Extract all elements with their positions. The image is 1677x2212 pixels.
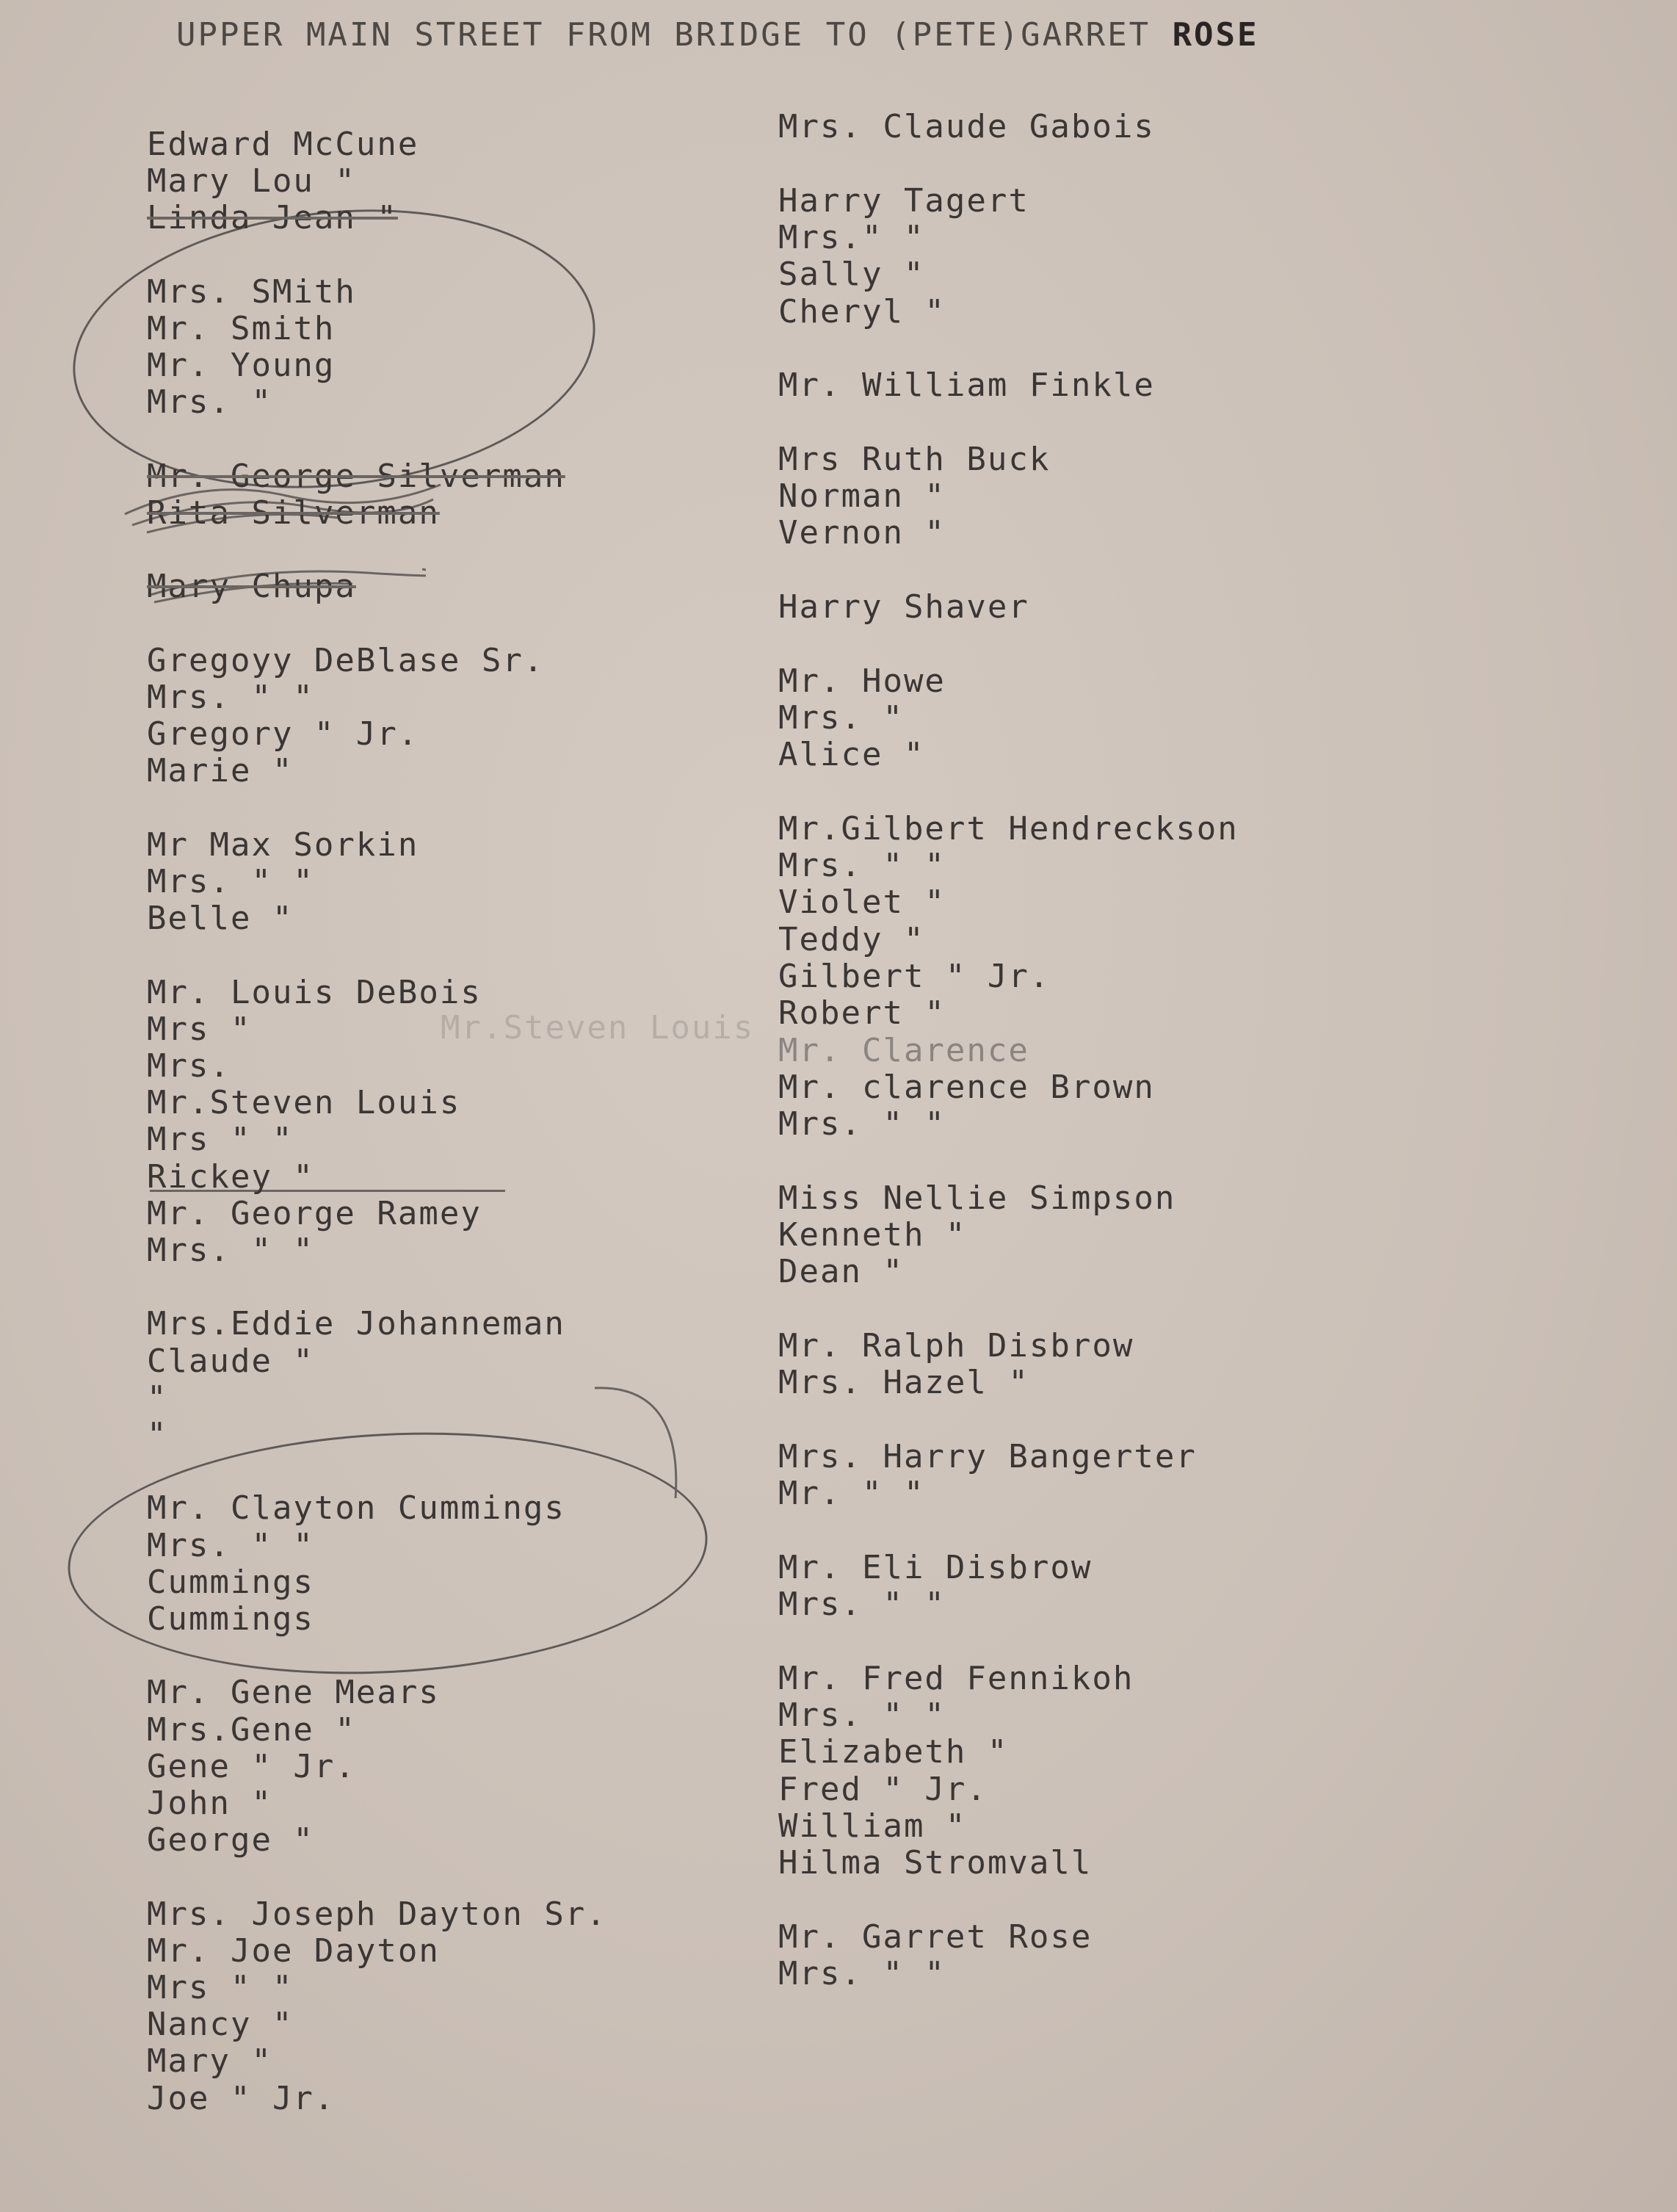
entry-line: Mr. Smith <box>147 310 336 347</box>
entry-line: Violet " <box>778 883 946 922</box>
entry-line: Vernon " <box>778 514 946 552</box>
entry-line: Mary Chupa <box>147 568 356 606</box>
entry-line: Mr. Louis DeBois <box>147 973 482 1011</box>
entry-line: Hilma Stromvall <box>778 1844 1093 1882</box>
page-title <box>176 16 1259 54</box>
entry-line: Mrs. " " <box>778 1696 946 1734</box>
entry-line: Mr. " " <box>778 1475 925 1513</box>
entry-line: Miss Nellie Simpson <box>778 1179 1176 1217</box>
entry-line: Mrs. " " <box>147 1526 314 1564</box>
entry-line: Mary Lou " <box>147 162 356 200</box>
entry-line: Mrs. Joseph Dayton Sr. <box>147 1895 607 1933</box>
entry-line: Harry Tagert <box>778 181 1029 220</box>
title-main-text: UPPER MAIN STREET FROM BRIDGE TO (PETE)GARRET <box>176 16 1173 54</box>
entry-line: Harry Shaver <box>778 588 1029 626</box>
entry-line: Elizabeth " <box>778 1733 1009 1771</box>
entry-line: Sally " <box>778 256 925 294</box>
entry-line: Mrs. " " <box>778 1955 946 1992</box>
entry-line: Mrs. " " <box>147 863 314 900</box>
entry-line: George " <box>147 1821 314 1859</box>
entry-line: Cummings <box>147 1563 314 1601</box>
entry-line: Mr. Clayton Cummings <box>147 1489 565 1528</box>
entry-line: Linda Jean " <box>147 199 398 237</box>
entry-line: Mrs. Claude Gabois <box>778 108 1155 145</box>
entry-line: Cheryl " <box>778 292 946 330</box>
entry-line: Mrs. " " <box>147 679 314 716</box>
entry-line: Mrs. " " <box>778 847 946 884</box>
entry-line: Mr.Gilbert Hendreckson <box>778 809 1239 847</box>
entry-line: Gilbert " Jr. <box>778 957 1051 995</box>
ghost-offset-text: Mr.Steven Louis <box>441 1009 755 1047</box>
entry-line: " <box>147 1378 168 1417</box>
entry-line: Gregoyy DeBlase Sr. <box>147 641 545 679</box>
entry-line: Joe " Jr. <box>147 2079 336 2117</box>
entry-line: Mr. Eli Disbrow <box>778 1548 1093 1586</box>
entry-line: Belle " <box>147 900 294 938</box>
entry-line: Mr Max Sorkin <box>147 825 419 864</box>
entry-line: Cummings <box>147 1600 314 1638</box>
entry-line: Edward McCune <box>147 126 419 163</box>
entry-line: Mrs. " <box>778 698 904 737</box>
entry-line: Mr. Fred Fennikoh <box>778 1659 1134 1697</box>
entry-line: Teddy " <box>778 920 925 958</box>
entry-line: Mr.Steven Louis <box>147 1084 461 1122</box>
entry-line: Mrs. SMith <box>147 272 356 311</box>
entry-line: Mr. Young <box>147 347 336 385</box>
entry-line: Mrs. Hazel " <box>778 1364 1029 1402</box>
entry-line: Mrs. " " <box>147 1232 314 1269</box>
entry-line: Kenneth " <box>778 1216 967 1254</box>
entry-line: Mrs." " <box>778 218 925 256</box>
entry-line: Claude " <box>147 1342 314 1380</box>
entry-line: Robert " <box>778 994 946 1033</box>
entry-line: Mrs " <box>147 1010 252 1048</box>
entry-line: Mr. Joe Dayton <box>147 1931 440 1970</box>
entry-line: John " <box>147 1785 272 1822</box>
entry-line: Mrs. <box>147 1047 231 1085</box>
entry-line: Nancy " <box>147 2006 294 2044</box>
entry-line: Mrs. " " <box>778 1105 946 1143</box>
entry-line: Gene " Jr. <box>147 1747 356 1785</box>
entry-line: Mary " <box>147 2042 272 2081</box>
entry-line: Mr. George Silverman <box>147 457 565 495</box>
entry-line: Marie " <box>147 752 294 790</box>
entry-line: Rita Silverman <box>147 494 440 532</box>
entry-line: Mr. clarence Brown <box>778 1068 1155 1106</box>
entry-line: Gregory " Jr. <box>147 715 419 753</box>
entry-line: " <box>147 1416 168 1453</box>
entry-line: Mrs " " <box>147 1969 294 2006</box>
entry-line: Mr. Howe <box>778 662 946 700</box>
title-bold-text: ROSE <box>1172 16 1259 54</box>
entry-line: William " <box>778 1807 967 1845</box>
entry-line: Mr. George Ramey <box>147 1194 482 1232</box>
entry-line: Rickey " <box>147 1157 314 1196</box>
entry-line: Fred " Jr. <box>778 1770 988 1808</box>
entry-line: Norman " <box>778 477 946 515</box>
pencil-arc-johanneman <box>573 1381 705 1513</box>
entry-line: Mrs.Eddie Johanneman <box>147 1305 565 1343</box>
entry-line: Mr. Gene Mears <box>147 1674 440 1712</box>
entry-line: Mr. Garret Rose <box>778 1918 1093 1956</box>
entry-line: Dean " <box>778 1253 904 1291</box>
entry-line: Mr. Ralph Disbrow <box>778 1326 1134 1365</box>
entry-line: Mrs. " " <box>778 1586 946 1623</box>
entry-line: Mrs Ruth Buck <box>778 440 1051 478</box>
entry-line: Mrs " " <box>147 1121 294 1159</box>
entry-line: Mr. William Finkle <box>778 366 1155 405</box>
entry-line: Alice " <box>778 736 925 774</box>
entry-line: Mr. Clarence <box>778 1031 1029 1069</box>
entry-line: Mrs.Gene " <box>147 1710 356 1749</box>
entry-line: Mrs. " <box>147 383 272 422</box>
entry-line: Mrs. Harry Bangerter <box>778 1437 1197 1475</box>
